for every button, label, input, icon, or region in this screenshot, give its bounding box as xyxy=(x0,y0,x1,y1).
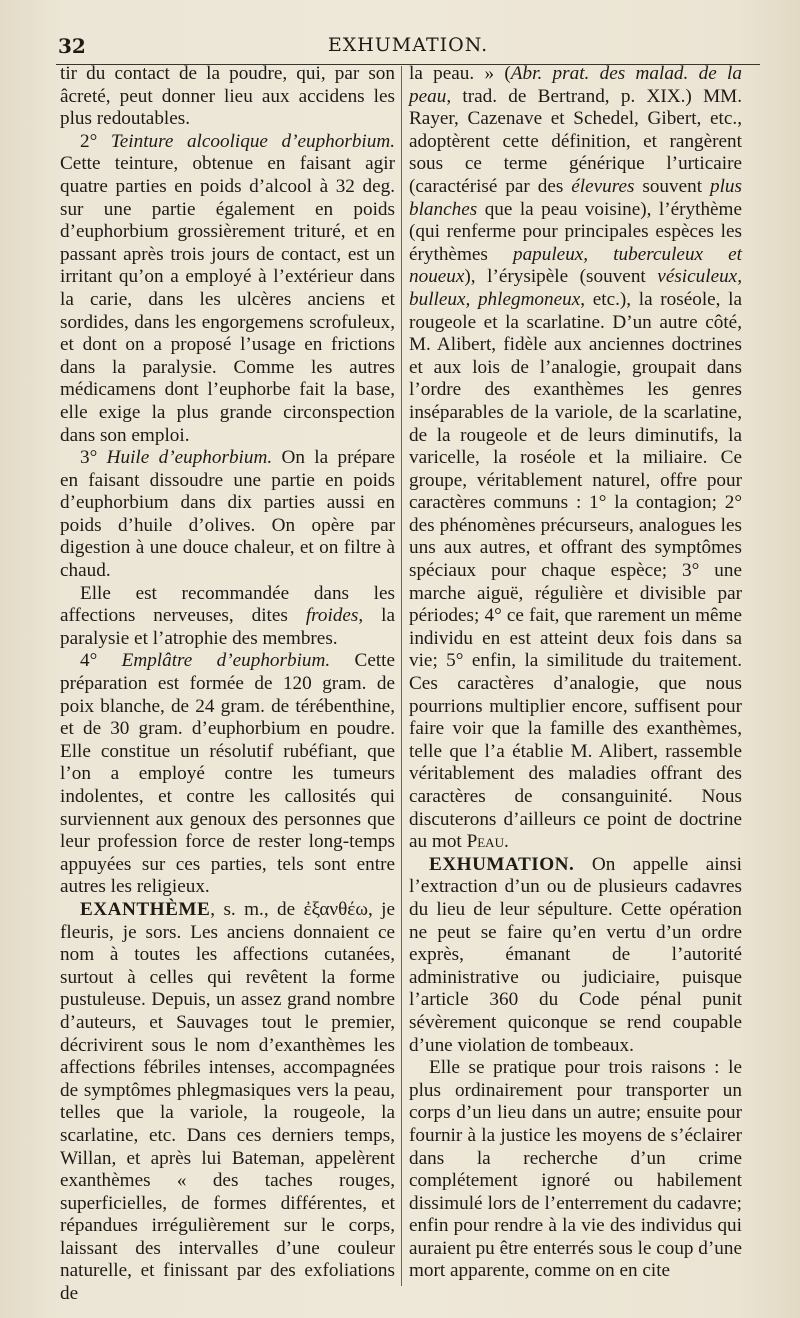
paragraph-huile xyxy=(60,447,395,583)
item-number: 4° xyxy=(80,650,98,672)
paragraph-recommandee: Elle est recommandée dans les affections nerveuses, dites froides, la paralysie et l’atrophie des membres. xyxy=(60,582,395,649)
item-title: Emplâtre d’euphorbium. xyxy=(121,650,331,672)
citation: Abr. prat. des malad. de la peau xyxy=(409,63,742,107)
running-title: EXHUMATION. xyxy=(327,34,489,56)
column-divider xyxy=(401,66,402,1286)
paragraph-raisons: Elle se pratique pour trois raisons : le plus ordinairement pour transporter un corps d’un lieu dans un autre; ensuite pour fournir à la justice les moyens de s’éclairer dans la recherche d’un crime complétement ignoré ou habilement dissimulé lors de l’enterrement du cadavre; enfin pour rendre à la vie des individus qui auraient pu être enterrés sous le coup d’une mort apparente, comme on en cite xyxy=(409,1057,742,1282)
entry-exhumation xyxy=(409,854,742,1057)
entry-headword: EXANTHÈME xyxy=(80,898,211,920)
entry-text: On appelle ainsi l’extraction d’un ou de plusieurs cadavres du lieu de leur sépulture. Cette opération ne peut se faire qu’en vertu d’un ordre exprès, émanant de l’autorité administrative ou judiciaire, puisque l’article 360 du Code pénal punit sévèrement quiconque se rend coupable d’une violation de tombeaux. xyxy=(409,853,742,1056)
item-text: Cette teinture, obtenue en faisant agir quatre parties en poids d’alcool à 32 deg. sur une partie également en poids d’euphorbium grossièrement trituré, et en passant après trois jours de contact, est un irritant qu’on a employé à l’extérieur dans la carie, dans les ulcères anciens et sordides, dans les engorgemens scrofuleux, et dont on a proposé l’usage en frictions dans la paralysie. Comme les autres médicamens dont l’euphorbe fait la base, elle exige la plus grande circonspection dans son emploi. xyxy=(60,153,395,446)
left-column xyxy=(60,63,395,1306)
cross-reference: Peau xyxy=(466,831,504,853)
item-number: 2° xyxy=(80,130,98,152)
item-title: Teinture alcoolique d’euphorbium. xyxy=(110,130,396,152)
entry-text: , s. m., de ἐξανθέω, je fleuris, je sors. Les anciens donnaient ce nom à toutes les affections cutanées, surtout à celles qui revêtent la forme pustuleuse. Depuis, un assez grand nombre d’auteurs, et Sauvages tout le premier, décrivirent sous le nom d’exanthèmes les affections fébriles intenses, accompagnées de symptômes phlegmasiques vers la peau, telles que la variole, la rougeole, la scarlatine, etc. Dans ces derniers temps, Willan, et après lui Bateman, appelèrent exanthèmes « des taches rouges, superficielles, de formes différentes, et répandues irrégulièrement sur le corps, laissant des intervalles d’une couleur naturelle, et finissant par des exfoliations de xyxy=(60,898,395,1305)
entry-headword: EXHUMATION. xyxy=(429,853,575,875)
page-number: 32 xyxy=(58,34,86,58)
page-header xyxy=(56,34,760,65)
right-column xyxy=(409,63,742,1283)
paragraph-continuation: tir du contact de la poudre, qui, par son âcreté, peut donner lieu aux accidens les plus redoutables. xyxy=(60,63,395,130)
paragraph-teinture xyxy=(60,131,395,447)
paragraph-continuation: la peau. » (Abr. prat. des malad. de la peau, trad. de Bertrand, p. XIX.) MM. Rayer, Cazenave et Schedel, Gibert, etc., adoptèrent cette définition, et rangèrent sous ce terme générique l’urticaire (caractérisé par des élevures souvent plus blanches que la peau voisine), l’érythème (qui renferme pour principales espèces les érythèmes papuleux, tuberculeux et noueux), l’érysipèle (souvent vésiculeux, bulleux, phlegmoneux, etc.), la roséole, la rougeole et la scarlatine. D’un autre côté, M. Alibert, fidèle aux anciennes doctrines et aux lois de l’analogie, groupait dans l’ordre des exanthèmes les genres inséparables de la variole, de la scarlatine, de la rougeole et de leurs diminutifs, la varicelle, la roséole et la miliaire. Ce groupe, véritablement naturel, offre pour caractères communs : 1° la contagion; 2° des phénomènes précurseurs, analogues les uns aux autres, et offrant des symptômes spéciaux pour chaque espèce; 3° une marche aiguë, régulière et divisible par périodes; 4° ce fait, que rarement un même individu en est atteint deux fois dans sa vie; 5° enfin, la similitude du traitement. Ces caractères d’analogie, que nous pourrions multiplier encore, suffisent pour faire voir que la famille des exanthèmes, telle que l’a établie M. Alibert, rassemble véritablement des maladies offrant des caractères de consanguinité. Nous discuterons d’ailleurs ce point de doctrine au mot Peau. xyxy=(409,63,742,853)
item-title: Huile d’euphorbium. xyxy=(106,447,273,469)
item-text: On la prépare en faisant dissoudre une partie en poids d’euphorbium dans dix parties aussi en poids d’huile d’olives. On opère par digestion à une douce chaleur, et on filtre à chaud. xyxy=(60,447,396,582)
entry-exantheme xyxy=(60,899,395,1306)
item-text: Cette préparation est formée de 120 gram. de poix blanche, de 24 gram. de térébenthine, et de 30 gram. d’euphorbium en poudre. Elle constitue un résolutif rubéfiant, que l’on a employé contre les tumeurs indolentes, et contre les callosités qui surviennent aux genoux des personnes que leur profession force de rester long-temps appuyées sur ces parties, tels sont entre autres les religieux. xyxy=(60,650,396,898)
emphasis: froides xyxy=(305,605,359,627)
paragraph-emplatre xyxy=(60,650,395,899)
item-number: 3° xyxy=(80,447,98,469)
